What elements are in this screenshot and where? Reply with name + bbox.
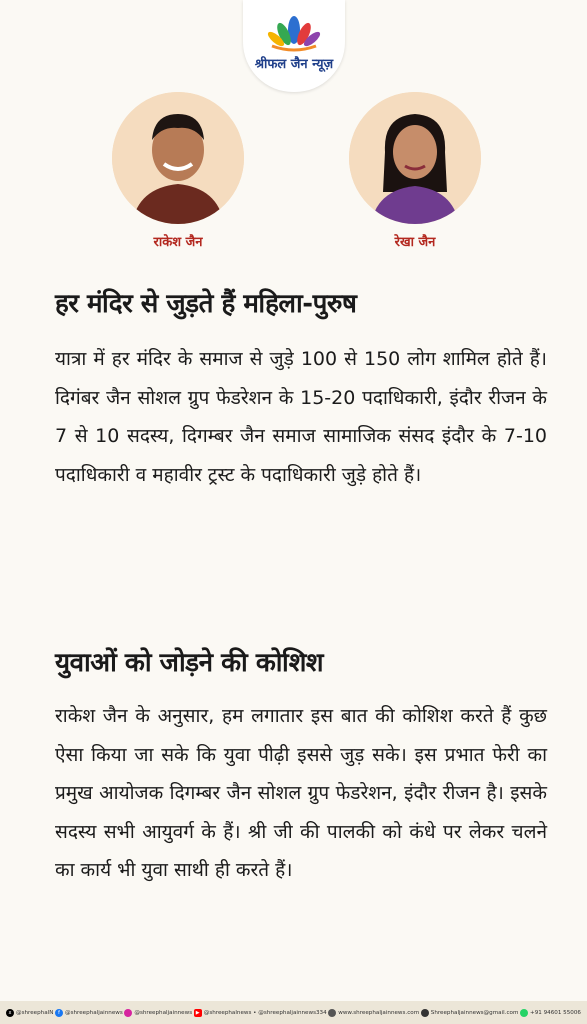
footer-item-email[interactable]: Shreephaljainnews@gmail.com <box>421 1009 519 1017</box>
footer-item-x[interactable]: x @shreephalN <box>6 1009 53 1017</box>
avatar <box>112 92 244 224</box>
brand-logo <box>243 0 345 92</box>
footer-item-website[interactable]: www.shreephaljainnews.com <box>328 1009 419 1017</box>
section-heading: युवाओं को जोड़ने की कोशिश <box>55 648 324 678</box>
instagram-icon <box>124 1009 132 1017</box>
footer-item-youtube[interactable]: ▶ @shreephalnews • @shreephaljainnews334 <box>194 1009 327 1017</box>
section-body: राकेश जैन के अनुसार, हम लगातार इस बात की कोशिश करते हैं कुछ ऐसा किया जा सके कि युवा पीढ़ी इससे जुड़ सके। इस प्रभात फेरी का प्रमुख आयोजक दिगम्बर जैन सोशल ग्रुप फेडरेशन, इंदौर रीजन है। इसके सदस्य सभी आयुवर्ग के हैं। श्री जी की पालकी को कंधे पर लेकर चलने का कार्य भी युवा साथी ही करते हैं। <box>55 705 547 881</box>
brand-name: श्रीफल जैन न्यूज़ <box>254 57 334 72</box>
footer-item-facebook[interactable]: f @shreephaljainnews <box>55 1009 123 1017</box>
social-footer <box>0 1001 587 1024</box>
section-body: यात्रा में हर मंदिर के समाज से जुड़े 100 से 150 लोग शामिल होते हैं। दिगंबर जैन सोशल ग्रुप फेडरेशन के 15-20 पदाधिकारी, इंदौर रीजन के 7 से 10 सदस्य, दिगम्बर जैन समाज सामाजिक संसद इंदौर के 7-10 पदाधिकारी व महावीर ट्रस्ट के पदाधिकारी जुड़े होते हैं। <box>55 348 547 486</box>
globe-icon <box>328 1009 336 1017</box>
portrait-man-icon <box>112 92 244 224</box>
section-heading: हर मंदिर से जुड़ते हैं महिला-पुरुष <box>55 289 357 319</box>
footer-item-instagram[interactable]: @shreephaljainnews <box>124 1009 192 1017</box>
facebook-icon: f <box>55 1009 63 1017</box>
portrait-woman-icon <box>349 92 481 224</box>
lotus-icon <box>262 12 326 52</box>
person-name: रेखा जैन <box>394 235 436 250</box>
mail-icon <box>421 1009 429 1017</box>
footer-item-whatsapp[interactable]: +91 94601 55006 <box>520 1009 581 1017</box>
person-name: राकेश जैन <box>153 235 203 250</box>
whatsapp-icon <box>520 1009 528 1017</box>
x-icon: x <box>6 1009 14 1017</box>
avatar <box>349 92 481 224</box>
youtube-icon: ▶ <box>194 1009 202 1017</box>
person-card-rekha <box>345 92 485 250</box>
person-card-rakesh <box>108 92 248 250</box>
